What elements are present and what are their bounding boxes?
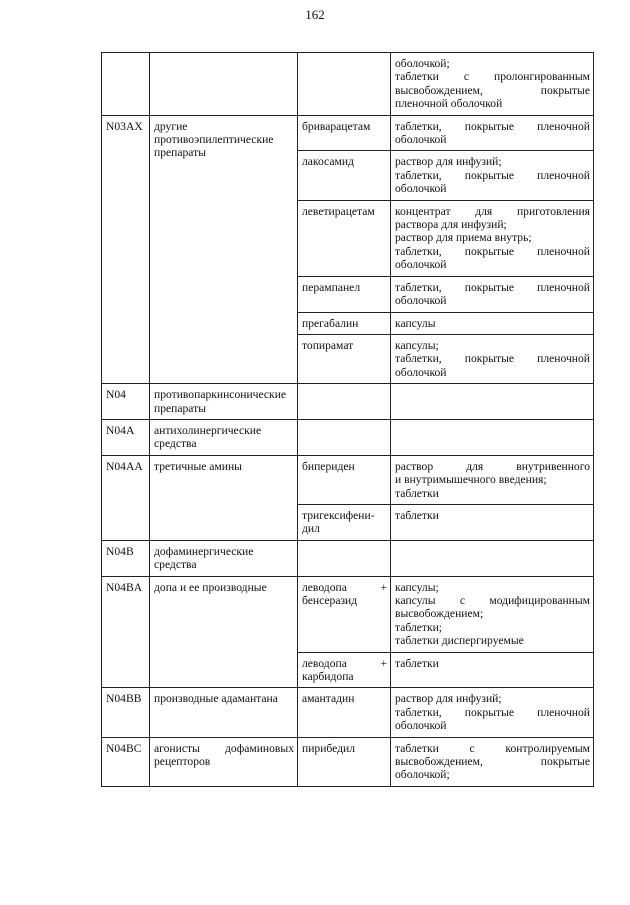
drug-cell	[298, 53, 391, 116]
table-row	[102, 419, 594, 455]
group-cell: агонисты дофаминовых рецепторов	[150, 737, 298, 786]
group-cell: третичные амины	[150, 455, 298, 540]
table-row	[102, 737, 594, 786]
form-line: высвобождением, покрытые	[395, 83, 590, 97]
drug-cell: тригексифени- дил	[298, 504, 391, 540]
group-cell: производные адамантана	[150, 688, 298, 737]
atc-code-cell: N04	[102, 384, 150, 420]
form-line: пленочной оболочкой	[395, 97, 503, 111]
table-row	[102, 576, 594, 652]
plus-sign: +	[380, 580, 387, 594]
plus-sign: +	[380, 656, 387, 670]
drug-cell: бипериден	[298, 455, 391, 504]
form-line: высвобождением, покрытые	[395, 755, 590, 769]
drug-cell	[298, 652, 391, 688]
forms-cell	[391, 737, 594, 786]
group-cell: дофаминергические средства	[150, 540, 298, 576]
form-line: оболочкой	[395, 182, 447, 196]
group-cell: допа и ее производные	[150, 576, 298, 688]
form-line: оболочкой	[395, 294, 447, 308]
page-number: 162	[305, 7, 325, 22]
forms-cell	[391, 151, 594, 200]
forms-cell	[391, 312, 594, 334]
forms-cell	[391, 688, 594, 737]
drug-cell: лакосамид	[298, 151, 391, 200]
form-line: и внутримышечного введения;	[395, 473, 547, 487]
forms-cell	[391, 652, 594, 688]
form-line: таблетки, покрытые пленочной	[395, 280, 590, 294]
table-row	[102, 455, 594, 504]
drug-cell	[298, 576, 391, 652]
form-line: таблетки, покрытые пленочной	[395, 352, 590, 366]
atc-code-cell: N03AX	[102, 115, 150, 384]
drug-cell: топирамат	[298, 334, 391, 383]
drug-name: карбидопа	[302, 670, 354, 684]
table-row	[102, 688, 594, 737]
drug-cell	[298, 540, 391, 576]
table-row	[102, 53, 594, 116]
drug-cell: бриварацетам	[298, 115, 391, 151]
form-line: оболочкой	[395, 133, 447, 147]
form-line: таблетки, покрытые пленочной	[395, 168, 590, 182]
forms-cell	[391, 200, 594, 276]
forms-cell	[391, 115, 594, 151]
forms-cell	[391, 276, 594, 312]
drug-cell	[298, 419, 391, 455]
form-line: таблетки с пролонгированным	[395, 70, 590, 84]
table-row	[102, 115, 594, 151]
form-line: таблетки, покрытые пленочной	[395, 119, 590, 133]
form-line: таблетки, покрытые пленочной	[395, 244, 590, 258]
forms-cell	[391, 540, 594, 576]
form-line: раствор для внутривенного	[395, 459, 590, 473]
form-line: таблетки диспергируемые	[395, 634, 524, 648]
form-line: раствор для инфузий;	[395, 692, 502, 706]
atc-code-cell: N04B	[102, 540, 150, 576]
table-row	[102, 540, 594, 576]
form-line: капсулы	[395, 316, 436, 330]
drug-cell: леветирацетам	[298, 200, 391, 276]
form-line: оболочкой;	[395, 768, 450, 782]
form-line: концентрат для приготовления	[395, 204, 590, 218]
forms-cell	[391, 576, 594, 652]
drug-cell	[298, 384, 391, 420]
atc-code-cell: N04BB	[102, 688, 150, 737]
drug-cell: прегабалин	[298, 312, 391, 334]
form-line: капсулы;	[395, 338, 439, 352]
forms-cell	[391, 455, 594, 504]
form-line: таблетки	[395, 656, 439, 670]
table-row	[102, 384, 594, 420]
forms-cell	[391, 384, 594, 420]
forms-cell	[391, 419, 594, 455]
forms-cell	[391, 504, 594, 540]
drug-name: бенсеразид	[302, 594, 358, 607]
atc-code-cell: N04A	[102, 419, 150, 455]
atc-code-cell: N04BC	[102, 737, 150, 786]
group-cell	[150, 53, 298, 116]
form-line: раствор для приема внутрь;	[395, 231, 532, 245]
form-line: оболочкой	[395, 258, 447, 272]
forms-cell	[391, 53, 594, 116]
form-line: раствора для инфузий;	[395, 218, 507, 232]
form-line: оболочкой	[395, 719, 447, 733]
drug-name: леводопа	[302, 580, 347, 594]
drug-cell: перампанел	[298, 276, 391, 312]
form-line: оболочкой;	[395, 57, 450, 70]
drug-table	[101, 52, 594, 787]
form-line: высвобождением;	[395, 607, 484, 621]
form-line: таблетки с контролируемым	[395, 741, 590, 755]
form-line: раствор для инфузий;	[395, 155, 502, 169]
atc-code-cell: N04AA	[102, 455, 150, 540]
form-line: таблетки	[395, 486, 439, 500]
form-line: таблетки, покрытые пленочной	[395, 705, 590, 719]
drug-name: леводопа	[302, 656, 347, 670]
forms-cell	[391, 334, 594, 383]
group-cell: противопаркинсонические препараты	[150, 384, 298, 420]
group-cell: антихолинергические средства	[150, 419, 298, 455]
form-line: таблетки;	[395, 620, 443, 634]
form-line: капсулы;	[395, 580, 439, 594]
drug-cell: амантадин	[298, 688, 391, 737]
form-line: таблетки	[395, 508, 439, 522]
drug-cell: пирибедил	[298, 737, 391, 786]
form-line: оболочкой	[395, 365, 447, 379]
group-cell: другие противоэпилептические препараты	[150, 115, 298, 384]
form-line: капсулы с модифицированным	[395, 594, 590, 607]
atc-code-cell	[102, 53, 150, 116]
atc-code-cell: N04BA	[102, 576, 150, 688]
